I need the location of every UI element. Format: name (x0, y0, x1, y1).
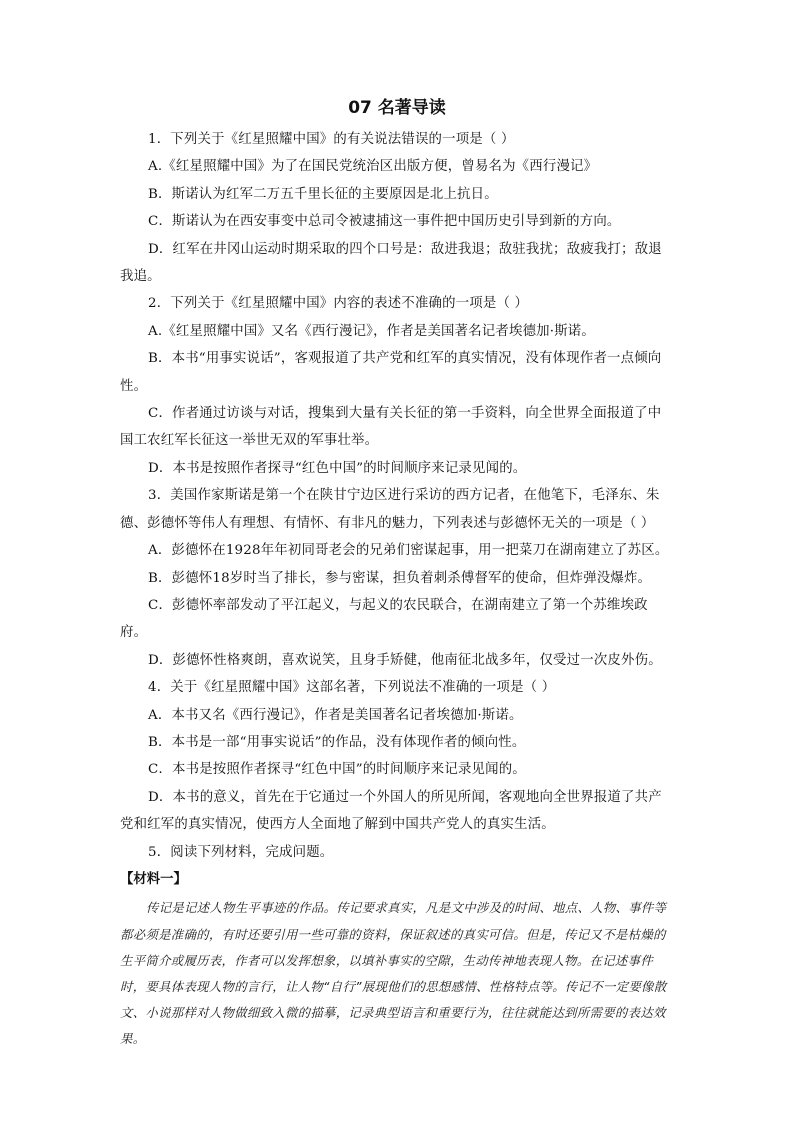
document-content (120, 94, 674, 1053)
question-4-stem: 4．关于《红星照耀中国》这部名著，下列说法不准确的一项是（ ） (148, 680, 556, 696)
question-1-stem: 1．下列关于《红星照耀中国》的有关说法错误的一项是（ ） (148, 132, 515, 147)
question-3-option-a: A．彭德怀在1928年年初同哥老会的兄弟们密谋起事，用一把菜刀在湖南建立了苏区。 (148, 543, 669, 559)
question-5-stem: 5．阅读下列材料，完成问题。 (148, 844, 334, 860)
question-4-option-a: A．本书又名《西行漫记》，作者是美国著名记者埃德加·斯诺。 (148, 707, 523, 723)
question-1-option-d: D．红军在井冈山运动时期采取的四个口号是：敌进我退；敌驻我扰；敌疲我打；敌退我追。 (120, 241, 662, 285)
material-label: 【材料一】 (120, 870, 187, 887)
question-1-option-b: B．斯诺认为红军二万五千里长征的主要原因是北上抗日。 (148, 186, 498, 202)
question-3-stem: 3．美国作家斯诺是第一个在陕甘宁边区进行采访的西方记者，在他笔下，毛泽东、朱德、彭德怀等伟人有理想、有情怀、有非凡的魅力，下列表述与彭德怀无关的一项是（ ） (120, 488, 660, 531)
question-4-option-b: B．本书是一部“用事实说话”的作品，没有体现作者的倾向性。 (148, 734, 526, 750)
question-3-option-d: D．彭德怀性格爽朗，喜欢说笑，且身手矫健，他南征北战多年，仅受过一次皮外伤。 (148, 652, 662, 668)
question-2-option-d: D．本书是按照作者探寻“红色中国”的时间顺序来记录见闻的。 (148, 460, 527, 476)
page-title: 07 名著导读 (348, 98, 446, 118)
question-4-option-c: C．本书是按照作者探寻“红色中国”的时间顺序来记录见闻的。 (148, 762, 526, 778)
question-4-option-d: D．本书的意义，首先在于它通过一个外国人的所见所闻，客观地向全世界报道了共产党和红军的真实情况，使西方人全面地了解到中国共产党人的真实生活。 (120, 789, 662, 833)
question-1-option-a: A.《红星照耀中国》为了在国民党统治区出版方便，曾易名为《西行漫记》 (148, 159, 598, 175)
material-text: 传记是记述人物生平事迹的作品。传记要求真实，凡是文中涉及的时间、地点、人物、事件等都必须是准确的，有时还要引用一些可靠的资料，保证叙述的真实可信。但是，传记又不是枯燥的生平简介或履历表，作者可以发挥想象，以填补事实的空隙，生动传神地表现人物。在记述事件时，要具体表现人物的言行，让人物“自行”展现他们的思想感情、性格特点等。传记不一定要像散文、小说那样对人物做细致入微的描摹，记录典型语言和重要行为，往往就能达到所需要的表达效果。 (120, 900, 667, 1047)
question-3-option-c: C．彭德怀率部发动了平江起义，与起义的农民联合，在湖南建立了第一个苏维埃政府。 (120, 597, 648, 641)
question-2-option-b: B．本书“用事实说话”，客观报道了共产党和红军的真实情况，没有体现作者一点倾向性。 (120, 351, 662, 394)
question-2-option-c: C．作者通过访谈与对话，搜集到大量有关长征的第一手资料，向全世界全面报道了中国工农红军长征这一举世无双的军事壮举。 (120, 406, 662, 449)
question-1-option-c: C．斯诺认为在西安事变中总司令被逮捕这一事件把中国历史引导到新的方向。 (148, 214, 621, 230)
question-2-option-a: A.《红星照耀中国》又名《西行漫记》，作者是美国著名记者埃德加·斯诺。 (148, 323, 595, 339)
question-2-stem: 2．下列关于《红星照耀中国》内容的表述不准确的一项是（ ） (148, 296, 529, 312)
question-3-option-b: B．彭德怀18岁时当了排长，参与密谋，担负着刺杀傅督军的使命，但炸弹没爆炸。 (148, 570, 652, 586)
